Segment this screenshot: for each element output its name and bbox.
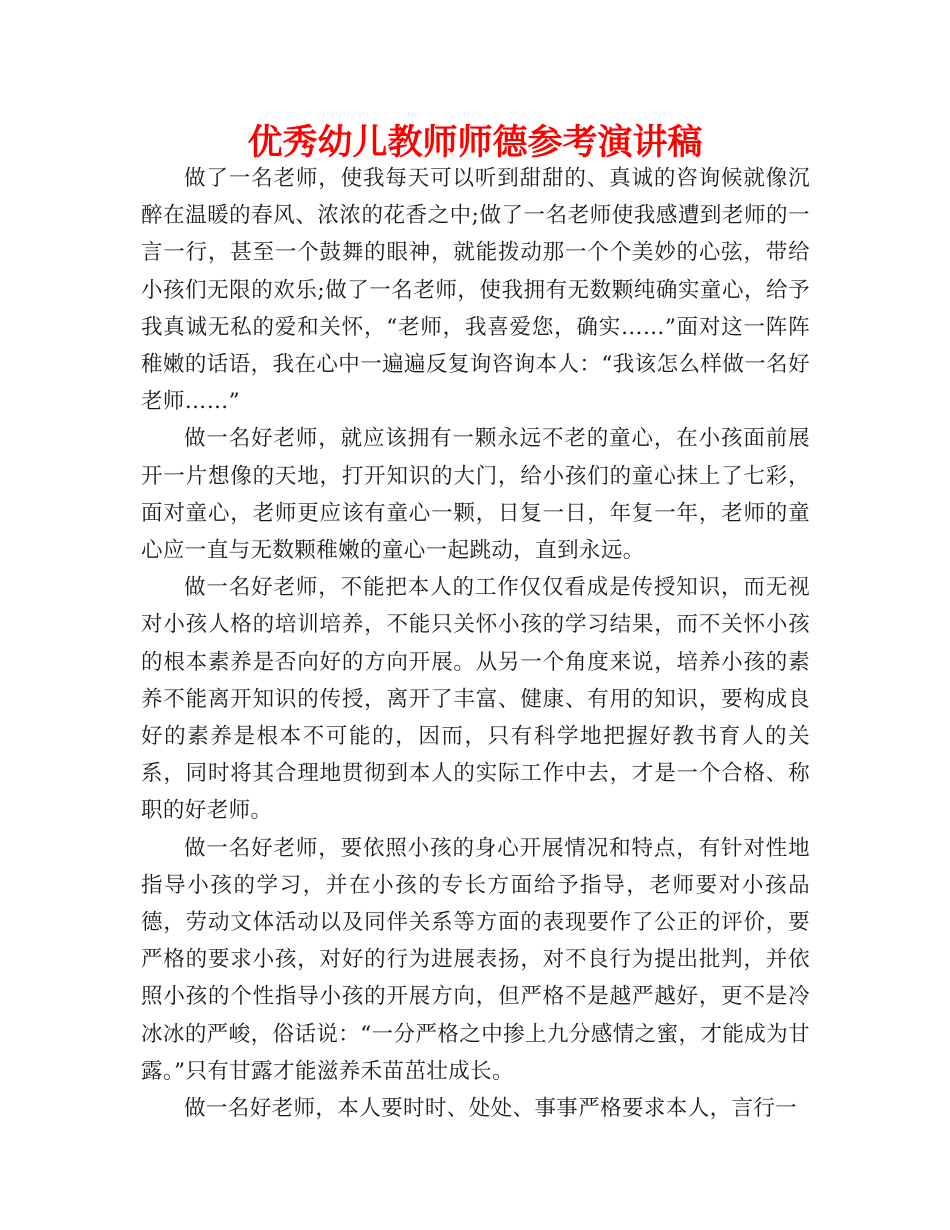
document-body — [141, 160, 810, 1127]
document-title: 优秀幼儿教师师德参考演讲稿 — [247, 123, 703, 163]
paragraph-4: 做一名好老师，要依照小孩的身心开展情况和特点，有针对性地指导小孩的学习，并在小孩的专长方面给予指导，老师要对小孩品德，劳动文体活动以及同伴关系等方面的表现要作了公正的评价，要严格的要求小孩，对好的行为进展表扬，对不良行为提出批判，并依照小孩的个性指导小孩的开展方向，但严格不是越严越好，更不是冷冰冰的严峻，俗话说：“一分严格之中掺上九分感情之蜜，才能成为甘露。”只有甘露才能滋养禾苗茁壮成长。 — [141, 835, 810, 1084]
paragraph-1: 做了一名老师，使我每天可以听到甜甜的、真诚的咨询候就像沉醉在温暖的春风、浓浓的花香之中;做了一名老师使我感遭到老师的一言一行，甚至一个鼓舞的眼神，就能拨动那一个个美妙的心弦，带给小孩们无限的欢乐;做了一名老师，使我拥有无数颗纯确实童心，给予我真诚无私的爱和关怀，“老师，我喜爱您，确实……”面对这一阵阵稚嫩的话语，我在心中一遍遍反复询咨询本人：“我该怎么样做一名好老师……” — [141, 166, 810, 415]
paragraph-5: 做一名好老师，本人要时时、处处、事事严格要求本人，言行一 — [184, 1096, 798, 1122]
paragraph-2: 做一名好老师，就应该拥有一颗永远不老的童心，在小孩面前展开一片想像的天地，打开知识的大门，给小孩们的童心抹上了七彩，面对童心，老师更应该有童心一颗，日复一日，年复一年，老师的童心应一直与无数颗稚嫩的童心一起跳动，直到永远。 — [141, 426, 810, 564]
paragraph-3: 做一名好老师，不能把本人的工作仅仅看成是传授知识，而无视对小孩人格的培训培养，不能只关怀小孩的学习结果，而不关怀小孩的根本素养是否向好的方向开展。从另一个角度来说，培养小孩的素养不能离开知识的传授，离开了丰富、健康、有用的知识，要构成良好的素养是根本不可能的，因而，只有科学地把握好教书育人的关系，同时将其合理地贯彻到本人的实际工作中去，才是一个合格、称职的好老师。 — [141, 575, 810, 824]
